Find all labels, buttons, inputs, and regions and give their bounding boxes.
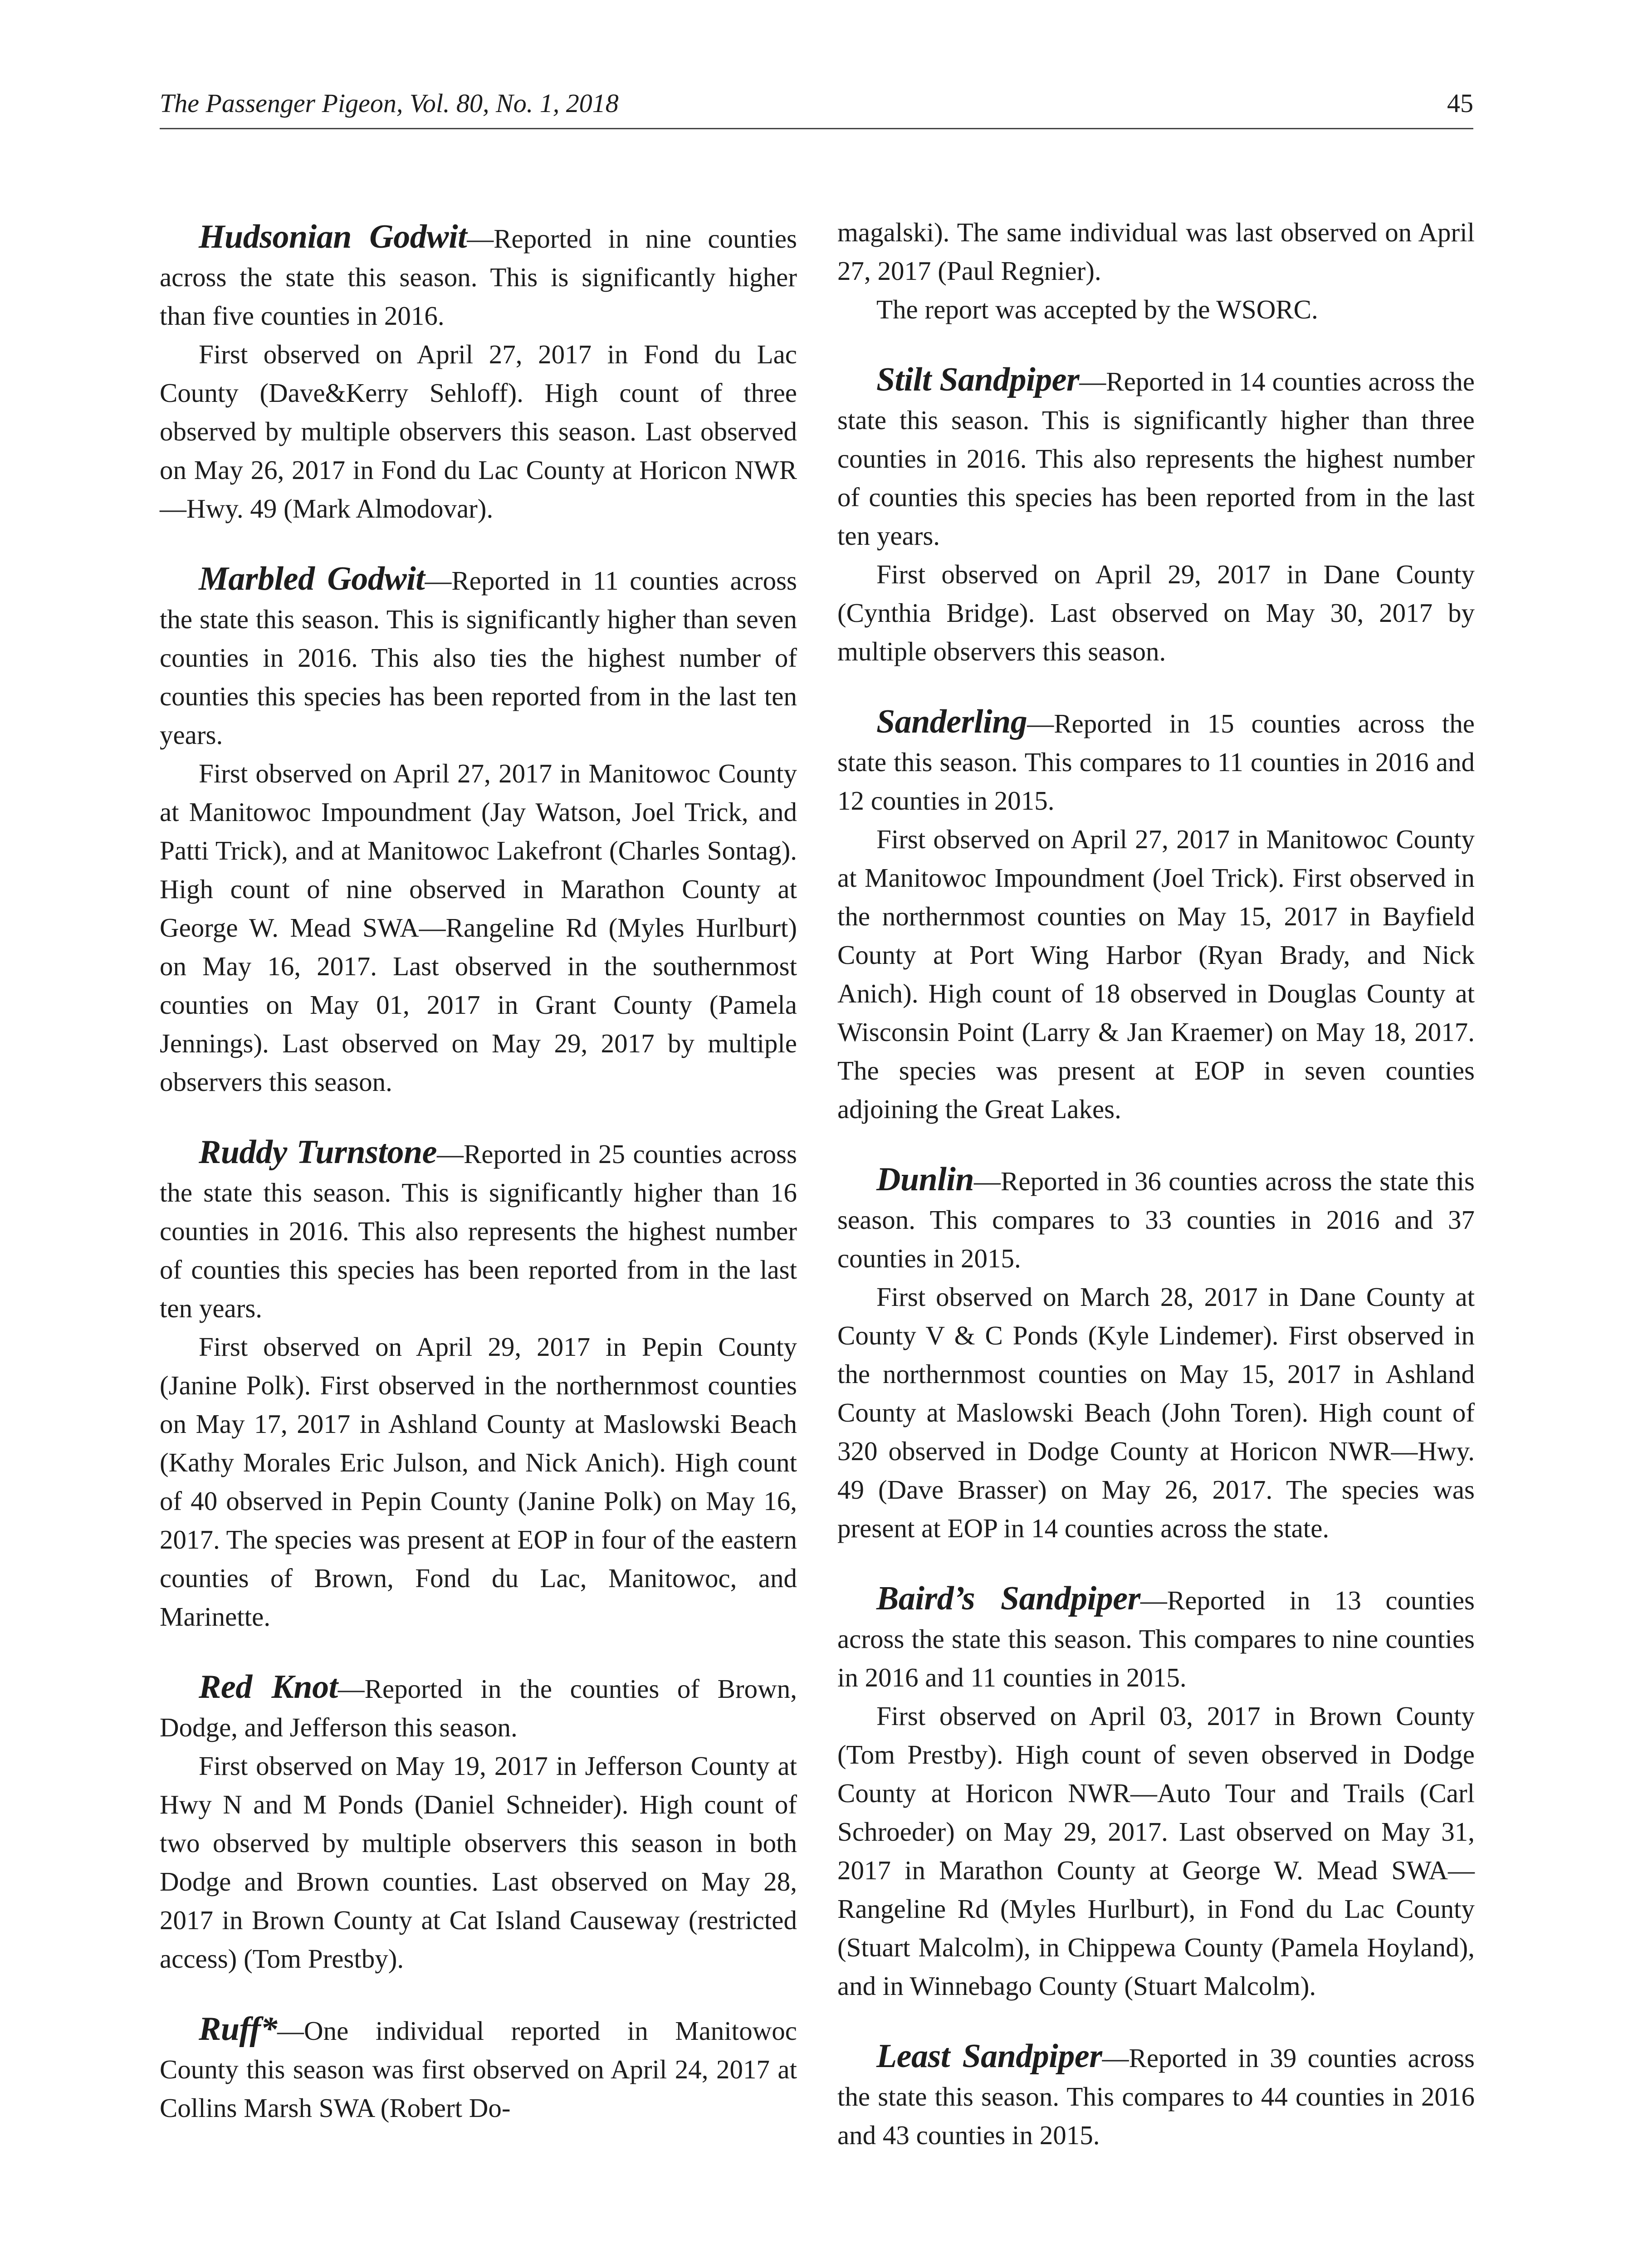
species-name: Hudsonian Godwit: [199, 218, 467, 255]
species-entry-stilt-sandpiper: [837, 361, 1475, 671]
entry-paragraph: The report was accepted by the WSORC.: [876, 294, 1318, 324]
em-dash: —: [425, 566, 452, 596]
em-dash: —: [1140, 1585, 1167, 1615]
em-dash: —: [1027, 709, 1054, 738]
running-header: [160, 84, 1473, 129]
species-entry-red-knot: [160, 1668, 797, 1978]
entry-lead-text: One individual reported in Manitowoc County this season was first observed on April 24, 2017 at Collins Marsh SWA (Robert Do-: [160, 2016, 797, 2123]
entry-paragraph: First observed on April 27, 2017 in Manitowoc County at Manitowoc Impoundment (Joel Trick). First observed in the northernmost counties on May 15, 2017 in Bayfield County at Port Wing Harbor (Ryan Brady, and Nick Anich). High count of 18 observed in Douglas County at Wisconsin Point (Larry & Jan Kraemer) on May 18, 2017. The species was present at EOP in seven counties adjoining the Great Lakes.: [837, 824, 1475, 1124]
entry-lead-paragraph: [160, 1133, 797, 1328]
entry-lead-text: Reported in 15 counties across the state this season. This compares to 11 counties in 2016 and 12 counties in 2015.: [837, 709, 1475, 816]
species-entry-dunlin: [837, 1160, 1475, 1548]
species-entry-least-sandpiper: [837, 2037, 1475, 2155]
entry-paragraph: First observed on April 29, 2017 in Pepin County (Janine Polk). First observed in the northernmost counties on May 17, 2017 in Ashland County at Maslowski Beach (Kathy Morales Eric Julson, and Nick Anich). High count of 40 observed in Pepin County (Janine Polk) on May 16, 2017. The species was present at EOP in four of the eastern counties of Brown, Fond du Lac, Manitowoc, and Marinette.: [160, 1332, 797, 1632]
entry-lead-text: Reported in 14 counties across the state this season. This is significantly higher than three counties in 2016. This also represents the highest number of counties this species has been reported from in the last ten years.: [837, 367, 1475, 551]
entry-lead-paragraph: [160, 218, 797, 335]
species-entry-marbled-godwit: [160, 560, 797, 1101]
em-dash: —: [277, 2016, 304, 2046]
continuation-paragraph: magalski). The same individual was last observed on April 27, 2017 (Paul Regnier).: [837, 217, 1475, 286]
em-dash: —: [337, 1674, 365, 1704]
species-entry-sanderling: [837, 703, 1475, 1129]
journal-title: The Passenger Pigeon, Vol. 80, No. 1, 2018: [160, 88, 619, 118]
entry-paragraph: First observed on April 27, 2017 in Fond du Lac County (Dave&Kerry Sehloff). High count of three observed by multiple observers this season. Last observed on May 26, 2017 in Fond du Lac County at Horicon NWR—Hwy. 49 (Mark Almodovar).: [160, 339, 797, 523]
entry-lead-paragraph: [160, 1668, 797, 1747]
entry-lead-text: Reported in the counties of Brown, Dodge, and Jefferson this season.: [160, 1674, 797, 1742]
species-name: Marbled Godwit: [199, 560, 425, 597]
species-name: Dunlin: [876, 1161, 974, 1198]
em-dash: —: [1102, 2043, 1129, 2073]
entry-lead-text: Reported in 13 counties across the state this season. This compares to nine counties in 2016 and 11 counties in 2015.: [837, 1585, 1475, 1692]
species-name: Sanderling: [876, 703, 1027, 740]
entry-lead-text: Reported in 11 counties across the state this season. This is significantly higher than seven counties in 2016. This also ties the highest number of counties this species has been reported from in the last ten years.: [160, 566, 797, 750]
entry-lead-paragraph: [837, 361, 1475, 555]
species-name: Ruff*: [199, 2010, 277, 2048]
entry-paragraph: First observed on March 28, 2017 in Dane County at County V & C Ponds (Kyle Lindemer). First observed in the northernmost counties on May 15, 2017 in Ashland County at Maslowski Beach (John Toren). High count of 320 observed in Dodge County at Horicon NWR—Hwy. 49 (Dave Brasser) on May 26, 2017. The species was present at EOP in 14 counties across the state.: [837, 1282, 1475, 1543]
species-entry-hudsonian-godwit: [160, 218, 797, 528]
page-number: 45: [1447, 88, 1473, 118]
entry-paragraph: First observed on April 03, 2017 in Brown County (Tom Prestby). High count of seven observed in Dodge County at Horicon NWR—Auto Tour and Trails (Carl Schroeder) on May 29, 2017. Last observed on May 31, 2017 in Marathon County at George W. Mead SWA—Rangeline Rd (Myles Hurlburt), in Fond du Lac County (Stuart Malcolm), in Chippewa County (Pamela Hoyland), and in Winnebago County (Stuart Malcolm).: [837, 1701, 1475, 2001]
em-dash: —: [436, 1139, 464, 1169]
entry-lead-text: Reported in nine counties across the state this season. This is significantly higher than five counties in 2016.: [160, 224, 797, 331]
species-entry-ruff: [160, 2010, 797, 2127]
entry-paragraph: First observed on May 19, 2017 in Jefferson County at Hwy N and M Ponds (Daniel Schneider). High count of two observed by multiple observers this season in both Dodge and Brown counties. Last observed on May 28, 2017 in Brown County at Cat Island Causeway (restricted access) (Tom Prestby).: [160, 1751, 797, 1974]
entry-lead-text: Reported in 25 counties across the state this season. This is significantly higher than 16 counties in 2016. This also represents the highest number of counties this species has been reported from in the last ten years.: [160, 1139, 797, 1323]
em-dash: —: [974, 1166, 1001, 1196]
species-entry-ruddy-turnstone: [160, 1133, 797, 1636]
entry-paragraph: First observed on April 29, 2017 in Dane County (Cynthia Bridge). Last observed on May 30, 2017 by multiple observers this season.: [837, 559, 1475, 666]
em-dash: —: [1079, 367, 1106, 396]
species-name: Baird’s Sandpiper: [876, 1580, 1140, 1617]
species-name: Least Sandpiper: [876, 2038, 1102, 2075]
right-column: [837, 213, 1475, 2186]
species-name: Stilt Sandpiper: [876, 361, 1080, 398]
entry-lead-paragraph: [837, 703, 1475, 820]
entry-lead-text: Reported in 39 counties across the state this season. This compares to 44 counties in 2016 and 43 counties in 2015.: [837, 2043, 1475, 2150]
entry-lead-paragraph: [837, 2037, 1475, 2155]
entry-lead-text: Reported in 36 counties across the state this season. This compares to 33 counties in 2016 and 37 counties in 2015.: [837, 1166, 1475, 1273]
species-name: Ruddy Turnstone: [199, 1134, 437, 1171]
entry-lead-paragraph: [160, 2010, 797, 2127]
em-dash: —: [467, 224, 494, 254]
entry-lead-paragraph: [837, 1160, 1475, 1278]
entry-lead-paragraph: [837, 1579, 1475, 1697]
entry-paragraph: First observed on April 27, 2017 in Manitowoc County at Manitowoc Impoundment (Jay Watson, Joel Trick, and Patti Trick), and at Manitowoc Lakefront (Charles Sontag). High count of nine observed in Marathon County at George W. Mead SWA—Rangeline Rd (Myles Hurlburt) on May 16, 2017. Last observed in the southernmost counties on May 01, 2017 in Grant County (Pamela Jennings). Last observed on May 29, 2017 by multiple observers this season.: [160, 758, 797, 1097]
left-column: [160, 218, 797, 2159]
ruff-entry-continuation: [837, 213, 1475, 329]
entry-lead-paragraph: [160, 560, 797, 754]
species-entry-bairds-sandpiper: [837, 1579, 1475, 2005]
species-name: Red Knot: [199, 1668, 338, 1706]
